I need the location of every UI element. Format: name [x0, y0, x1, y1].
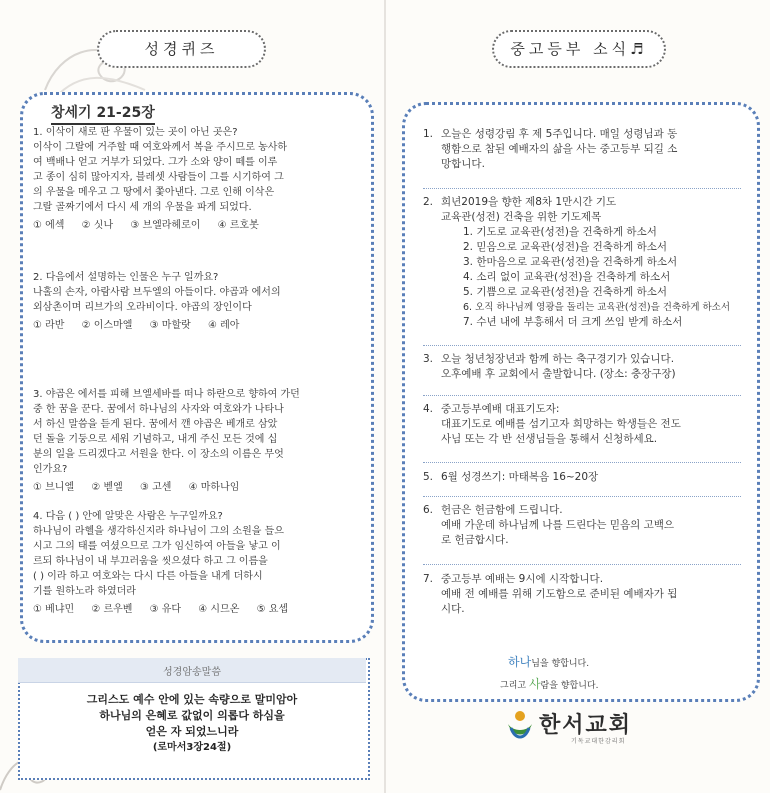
answer-option: ② 싯나 — [81, 220, 114, 231]
answer-option: ① 라반 — [33, 320, 65, 331]
verse-reference: (로마서3장24절) — [152, 742, 232, 753]
memory-verse-text — [18, 692, 366, 756]
news-item — [423, 402, 741, 447]
prayer-item: 4. 소리 없이 교육관(성전)을 건축하게 하소서 — [463, 271, 671, 283]
news-item-number: 5. — [423, 471, 434, 483]
memory-verse-header — [18, 658, 366, 683]
news-item-number: 4. — [423, 403, 434, 415]
news-line: 예배 전 예배를 위해 기도함으로 준비된 예배자가 됩 — [441, 588, 678, 600]
news-panel — [402, 102, 760, 702]
news-line: 행함으로 참된 예배자의 삶을 사는 중고등부 되길 소 — [441, 143, 678, 155]
verse-line: 그리스도 예수 안에 있는 속량으로 말미암아 — [86, 693, 298, 706]
answer-options — [33, 602, 363, 617]
news-divider — [423, 564, 741, 565]
answer-option: ⑤ 요셉 — [256, 604, 289, 615]
slogan-line-1: 하나님을 향합니다. — [508, 655, 590, 669]
prayer-item: 3. 한마음으로 교육관(성전)을 건축하게 하소서 — [463, 256, 678, 268]
news-item — [423, 503, 741, 548]
prayer-item: 5. 기쁨으로 교육관(성전)을 건축하게 하소서 — [463, 286, 667, 298]
answer-option: ④ 레아 — [207, 320, 240, 331]
answer-option: ③ 마할랏 — [149, 320, 191, 331]
news-line: 예배 가운데 하나님께 나를 드린다는 믿음의 고백으 — [441, 519, 675, 531]
news-line: 사님 또는 각 반 선생님들을 통해서 신청하세요. — [441, 433, 658, 445]
question-text: 2. 다음에서 설명하는 인물은 누구 일까요? — [33, 272, 219, 283]
news-header-title: 중고등부 소식♬ — [510, 40, 648, 58]
news-line: 희년2019을 향한 제8차 1만시간 기도 — [441, 196, 617, 208]
news-line: 헌금은 헌금함에 드립니다. — [441, 504, 563, 516]
question-text: 1. 이삭이 새로 판 우물이 있는 곳이 아닌 곳은? — [33, 127, 238, 138]
news-line: 중고등부 예배는 9시에 시작합니다. — [441, 573, 604, 585]
denomination-name: 기독교대한감리회 — [571, 738, 626, 745]
verse-line: 하나님의 은혜로 값없이 의롭다 하심을 — [99, 709, 285, 722]
quiz-section-title: 창세기 21-25장 — [51, 102, 155, 122]
news-line: 시다. — [441, 603, 465, 615]
news-item-number: 7. — [423, 573, 434, 585]
page-fold — [384, 0, 386, 793]
news-line: 로 헌금합시다. — [441, 534, 509, 546]
news-item — [423, 195, 741, 330]
quiz-question — [33, 509, 363, 617]
news-item — [423, 352, 741, 382]
church-slogan — [500, 652, 598, 696]
question-text: 외삼촌이며 리브가의 오라비이다. 야곱의 장인이다 — [33, 302, 252, 313]
answer-option: ① 에섹 — [33, 220, 65, 231]
question-text: 이삭이 그랄에 거주할 때 여호와께서 복을 주시므로 농사하 — [33, 142, 288, 153]
question-text: 4. 다음 ( ) 안에 알맞은 사람은 누구일까요? — [33, 511, 223, 522]
prayer-item: 6. 오직 하나님께 영광을 돌리는 교육관(성전)을 건축하게 하소서 — [463, 302, 731, 313]
question-text: ( ) 이라 하고 여호와는 다시 다른 아들을 내게 더하시 — [33, 571, 263, 582]
news-item-number: 2. — [423, 196, 434, 208]
question-text: 의 우물을 메우고 그 땅에서 쫓아낸다. 그로 인해 이삭은 — [33, 187, 275, 198]
church-logo — [505, 706, 675, 746]
question-text: 고 종이 심히 많아지자, 블레셋 사람들이 그를 시기하여 그 — [33, 172, 284, 183]
news-item — [423, 470, 741, 485]
news-item — [423, 572, 741, 617]
answer-option: ② 벧엘 — [91, 482, 123, 493]
news-line: 오후예배 후 교회에서 출발합니다. (장소: 충장구장) — [441, 368, 676, 380]
verse-line: 얻은 자 되었느니라 — [145, 725, 239, 738]
answer-options — [33, 480, 363, 495]
news-header-pill — [492, 30, 666, 68]
answer-options — [33, 218, 363, 233]
quiz-panel — [20, 92, 374, 643]
question-text: 중 한 꿈을 꾼다. 꿈에서 하나님의 사자와 여호와가 나타나 — [33, 404, 284, 415]
question-text: 그랄 골짜기에서 다시 세 개의 우물을 파게 되었다. — [33, 202, 252, 213]
answer-option: ④ 르호봇 — [217, 220, 259, 231]
question-text: 기를 원하노라 하였더라 — [33, 586, 136, 597]
answer-option: ② 르우벤 — [91, 604, 133, 615]
quiz-question — [33, 387, 363, 495]
quiz-question — [33, 125, 363, 233]
news-item — [423, 127, 741, 172]
news-line: 망합니다. — [441, 158, 485, 170]
news-item-number: 3. — [423, 353, 434, 365]
question-text: 여 백배나 얻고 거부가 되었다. 그가 소와 양이 떼를 이루 — [33, 157, 278, 168]
answer-option: ④ 마하나임 — [188, 482, 240, 493]
answer-options — [33, 318, 363, 333]
news-divider — [423, 188, 741, 189]
church-name: 한서교회 — [539, 713, 633, 738]
answer-option: ① 브니엘 — [33, 482, 75, 493]
prayer-item: 7. 수년 내에 부흥해서 더 크게 쓰임 받게 하소서 — [463, 316, 683, 328]
news-divider — [423, 462, 741, 463]
news-line: 오늘은 성령강림 후 제 5주입니다. 매일 성령님과 동 — [441, 128, 678, 140]
news-divider — [423, 496, 741, 497]
answer-option: ② 이스마엘 — [81, 320, 133, 331]
answer-option: ③ 고센 — [139, 482, 172, 493]
news-item-number: 1. — [423, 128, 434, 140]
answer-option: ③ 유다 — [149, 604, 182, 615]
question-text: 르되 하나님이 내 부끄러움을 씻으셨다 하고 그 이름을 — [33, 556, 268, 567]
news-line: 오늘 청년청장년과 함께 하는 축구경기가 있습니다. — [441, 353, 675, 365]
memory-verse-label: 성경암송말씀 — [163, 667, 221, 678]
prayer-item: 2. 믿음으로 교육관(성전)을 건축하게 하소서 — [463, 241, 667, 253]
question-text: 서 하신 말씀을 듣게 된다. 꿈에서 깬 야곱은 베개로 삼았 — [33, 419, 278, 430]
quiz-question — [33, 270, 363, 333]
news-divider — [423, 395, 741, 396]
answer-option: ③ 브엘라헤로이 — [130, 220, 201, 231]
answer-option: ④ 시므온 — [198, 604, 240, 615]
quiz-header-pill — [97, 30, 266, 68]
question-text: 나홀의 손자, 아람사람 브두엘의 아들이다. 야곱과 에서의 — [33, 287, 281, 298]
news-line: 6월 성경쓰기: 마태복음 16~20장 — [441, 471, 599, 483]
news-divider — [423, 345, 741, 346]
slogan-line-2: 그리고 사람을 향합니다. — [500, 677, 599, 691]
prayer-item: 1. 기도로 교육관(성전)을 건축하게 하소서 — [463, 226, 657, 238]
answer-option: ① 베냐민 — [33, 604, 75, 615]
news-line: 중고등부예배 대표기도자: — [441, 403, 560, 415]
question-text: 던 돌을 기둥으로 세워 기념하고, 내게 주신 모든 것에 십 — [33, 434, 278, 445]
quiz-header-title: 성경퀴즈 — [144, 40, 219, 58]
question-text: 인가요? — [33, 464, 68, 475]
news-line: 대표기도로 예배를 섬기고자 희망하는 학생들은 전도 — [441, 418, 681, 430]
news-item-number: 6. — [423, 504, 434, 516]
question-text: 하나님이 라헬을 생각하신지라 하나님이 그의 소원을 들으 — [33, 526, 284, 537]
news-line: 교육관(성전) 건축을 위한 기도제목 — [441, 211, 602, 223]
church-logo-icon — [505, 708, 535, 742]
question-text: 시고 그의 태를 여셨으므로 그가 임신하여 아들을 낳고 이 — [33, 541, 281, 552]
question-text: 분의 일을 드리겠다고 서원을 한다. 이 장소의 이름은 무엇 — [33, 449, 284, 460]
question-text: 3. 야곱은 에서를 피해 브엘세바를 떠나 하란으로 향하여 가던 — [33, 389, 300, 400]
